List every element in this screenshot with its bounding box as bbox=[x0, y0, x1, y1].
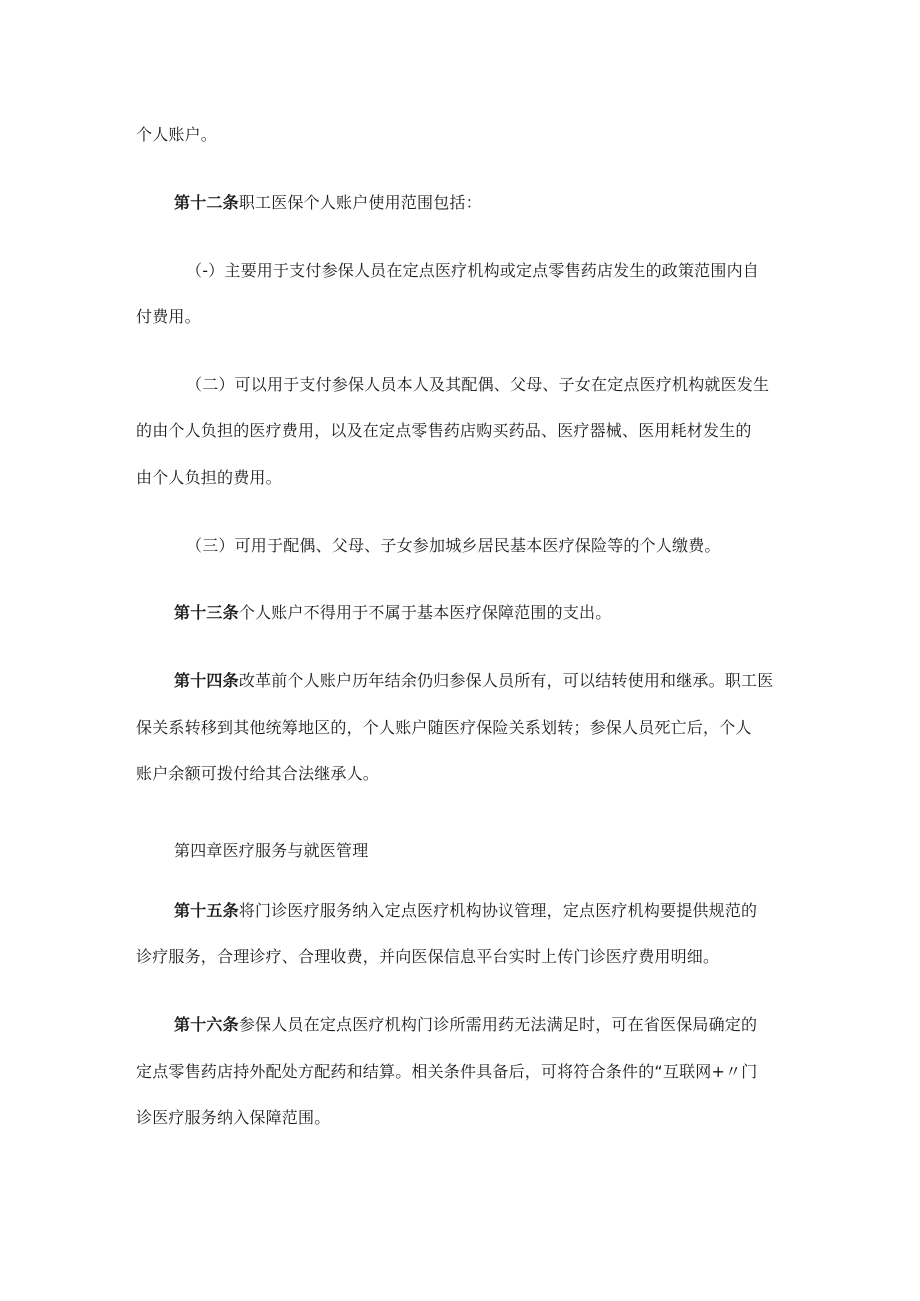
article-14-line-3: 账户余额可拨付给其合法继承人。 bbox=[136, 764, 380, 783]
article-16-line-2: 定点零售药店持外配处方配药和结算。相关条件具备后，可将符合条件的“互联网+〃门 bbox=[136, 1062, 758, 1081]
article-13-heading: 第十三条 bbox=[174, 603, 239, 622]
article-13-text: 个人账户不得用于不属于基本医疗保障范围的支出。 bbox=[238, 603, 612, 622]
article-14-line-1 bbox=[174, 670, 773, 692]
item-2-line-1: （二）可以用于支付参保人员本人及其配偶、父母、子女在定点医疗机构就医发生 bbox=[186, 375, 770, 394]
article-14-heading: 第十四条 bbox=[174, 671, 239, 690]
item-2-line-3: 由个人负担的费用。 bbox=[136, 468, 282, 487]
article-12-heading: 第十二条 bbox=[174, 193, 239, 212]
article-15-line-2: 诊疗服务，合理诊疗、合理收费，并向医保信息平台实时上传门诊医疗费用明细。 bbox=[136, 947, 720, 966]
article-16-heading: 第十六条 bbox=[174, 1015, 239, 1034]
article-12 bbox=[174, 192, 482, 214]
article-12-text: 职工医保个人账户使用范围包括： bbox=[238, 193, 482, 212]
article-15-text: 将门诊医疗服务纳入定点医疗机构协议管理，定点医疗机构要提供规范的 bbox=[238, 901, 758, 920]
paragraph-line: 个人账户。 bbox=[136, 125, 218, 144]
item-1-line-2: 付费用。 bbox=[136, 307, 201, 326]
article-16-line-3: 诊医疗服务纳入保障范围。 bbox=[136, 1108, 331, 1127]
article-15-heading: 第十五条 bbox=[174, 901, 239, 920]
article-13 bbox=[174, 602, 611, 624]
article-16-line-1 bbox=[174, 1014, 757, 1036]
item-3-line-1: （三）可用于配偶、父母、子女参加城乡居民基本医疗保险等的个人缴费。 bbox=[186, 536, 721, 555]
item-2-line-2: 的由个人负担的医疗费用，以及在定点零售药店购买药品、医疗器械、医用耗材发生的 bbox=[136, 421, 752, 440]
article-16-text: 参保人员在定点医疗机构门诊所需用药无法满足时，可在省医保局确定的 bbox=[238, 1015, 758, 1034]
chapter-4-title: 第四章医疗服务与就医管理 bbox=[174, 841, 369, 860]
article-15-line-1 bbox=[174, 900, 757, 922]
article-14-line-2: 保关系转移到其他统筹地区的，个人账户随医疗保险关系划转；参保人员死亡后，个人 bbox=[136, 718, 752, 737]
item-1-line-1: （-）主要用于支付参保人员在定点医疗机构或定点零售药店发生的政策范围内自 bbox=[186, 261, 759, 280]
article-14-text: 改革前个人账户历年结余仍归参保人员所有，可以结转使用和继承。职工医 bbox=[238, 671, 774, 690]
